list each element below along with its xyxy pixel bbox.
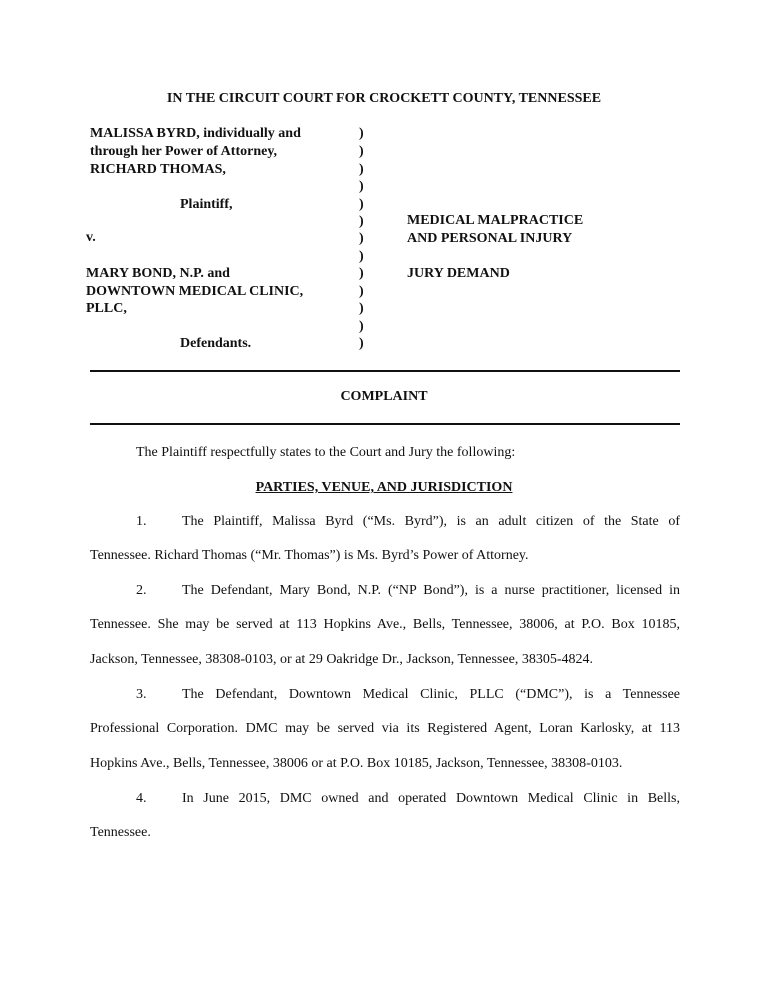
caption-paren: ) [359,162,364,177]
caption-paren: ) [359,197,364,212]
paragraph-line: Tennessee. Richard Thomas (“Mr. Thomas”) is Ms. Byrd’s Power of Attorney. [90,548,529,563]
caption-paren: ) [359,336,364,351]
jury-demand: JURY DEMAND [407,266,510,281]
court-title: IN THE CIRCUIT COURT FOR CROCKETT COUNTY, TENNESSEE [166,91,602,106]
plaintiff-name-line: through her Power of Attorney, [90,144,278,159]
paragraph-line: Hopkins Ave., Bells, Tennessee, 38006 or at P.O. Box 10185, Jackson, Tennessee, 38308-0103. [90,756,623,771]
document-title: COMPLAINT [340,389,428,404]
paragraph-number: 2. [136,583,147,598]
paragraph-number: 4. [136,791,147,806]
paragraph-first-line: In June 2015, DMC owned and operated Downtown Medical Clinic in Bells, [182,791,680,806]
paragraph-first-line: The Defendant, Mary Bond, N.P. (“NP Bond”), is a nurse practitioner, licensed in [182,583,680,598]
caption-paren: ) [359,144,364,159]
section-heading: PARTIES, VENUE, AND JURISDICTION [255,480,513,495]
paragraph-first-line: The Defendant, Downtown Medical Clinic, PLLC (“DMC”), is a Tennessee [182,687,680,702]
caption-paren: ) [359,319,364,334]
case-type-line: MEDICAL MALPRACTICE [407,213,584,228]
plaintiff-role: Plaintiff, [180,197,233,212]
defendant-role: Defendants. [180,336,252,351]
paragraph-line: Tennessee. She may be served at 113 Hopkins Ave., Bells, Tennessee, 38006, at P.O. Box 10185, [90,617,680,632]
paragraph-first-line: The Plaintiff, Malissa Byrd (“Ms. Byrd”), is an adult citizen of the State of [182,514,680,529]
defendant-name-line: MARY BOND, N.P. and [86,266,230,281]
versus-label: v. [86,230,96,245]
paragraph-line: Jackson, Tennessee, 38308-0103, or at 29 Oakridge Dr., Jackson, Tennessee, 38305-4824. [90,652,593,667]
paragraph-number: 3. [136,687,147,702]
caption-paren: ) [359,284,364,299]
divider-bottom [90,423,680,425]
caption-paren: ) [359,301,364,316]
paragraph-number: 1. [136,514,147,529]
caption-paren: ) [359,126,364,141]
caption-paren: ) [359,179,364,194]
defendant-name-line: DOWNTOWN MEDICAL CLINIC, [86,284,304,299]
plaintiff-name-line: RICHARD THOMAS, [90,162,226,177]
caption-paren: ) [359,231,364,246]
caption-paren: ) [359,249,364,264]
defendant-name-line: PLLC, [86,301,127,316]
intro-text: The Plaintiff respectfully states to the Court and Jury the following: [136,445,516,460]
case-type-line: AND PERSONAL INJURY [407,231,573,246]
paragraph-line: Tennessee. [90,825,151,840]
caption-paren: ) [359,214,364,229]
divider-top [90,370,680,372]
paragraph-line: Professional Corporation. DMC may be served via its Registered Agent, Loran Karlosky, at 113 [90,721,680,736]
caption-paren: ) [359,266,364,281]
plaintiff-name-line: MALISSA BYRD, individually and [90,126,301,141]
